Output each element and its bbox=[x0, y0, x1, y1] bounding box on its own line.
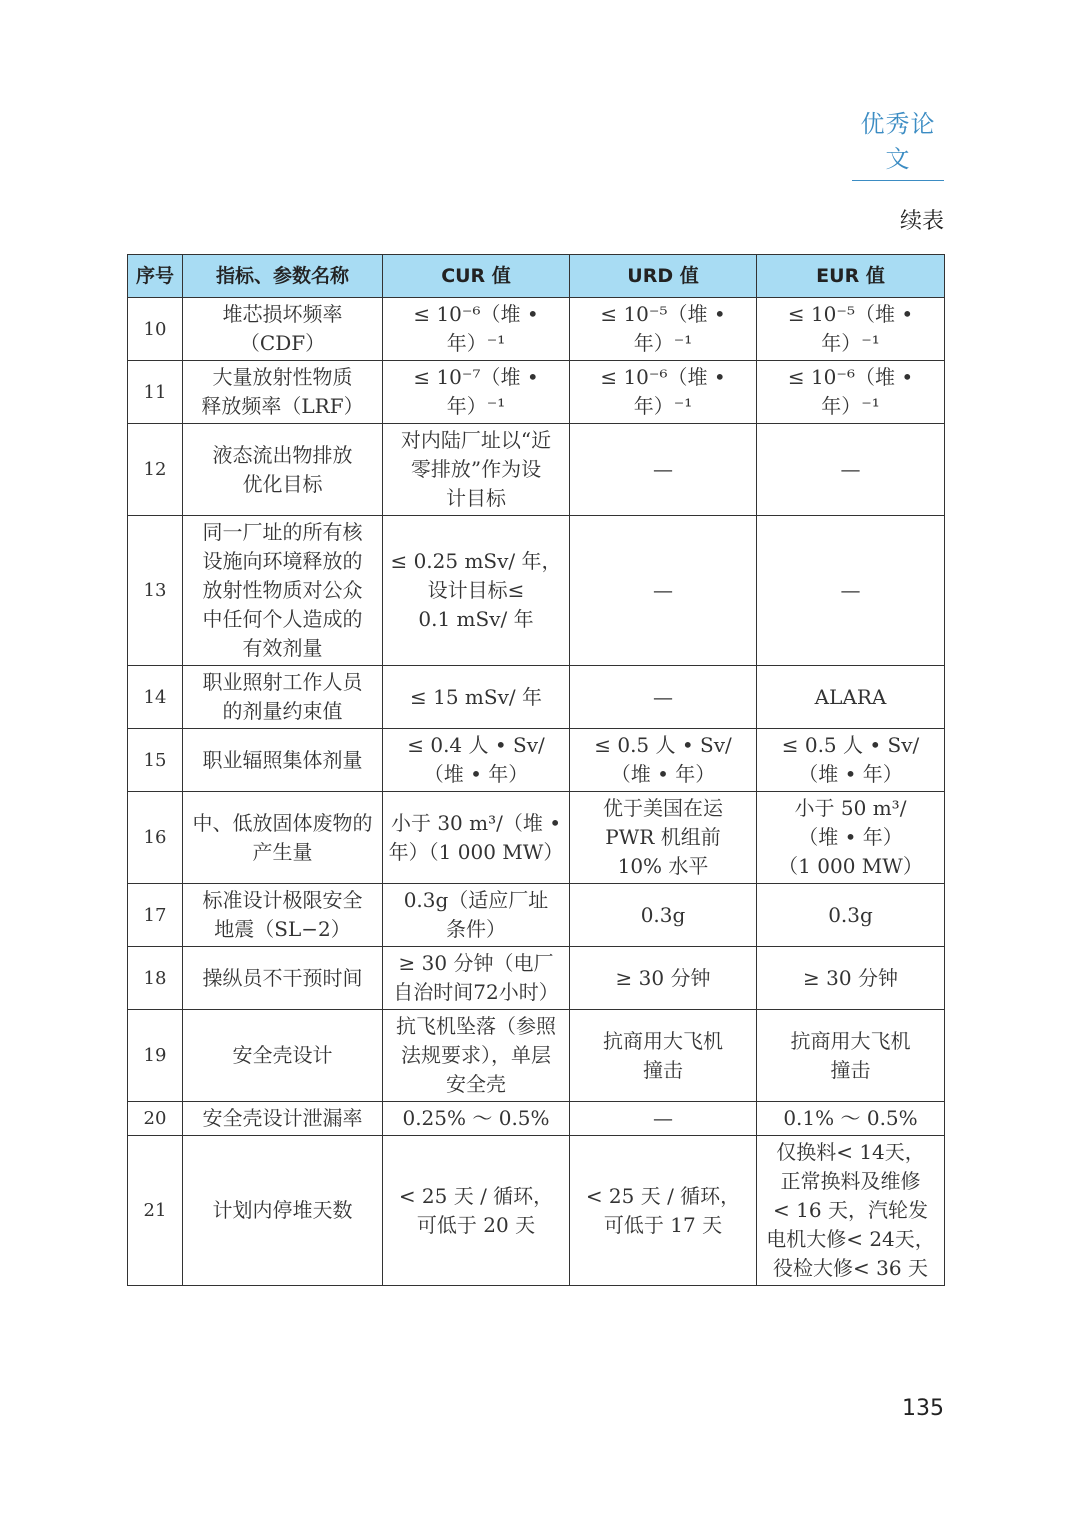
table-row bbox=[128, 792, 945, 884]
parameter-name: 计划内停堆天数 bbox=[183, 1136, 383, 1286]
table-caption: 续表 bbox=[899, 209, 944, 234]
urd-value: — bbox=[570, 666, 757, 729]
eur-value: ≤ 10⁻⁶（堆 • 年）⁻¹ bbox=[757, 361, 945, 424]
parameter-name: 职业照射工作人员 的剂量约束值 bbox=[183, 666, 383, 729]
urd-value: — bbox=[570, 516, 757, 666]
eur-value: — bbox=[757, 516, 945, 666]
cur-value: 0.3g（适应厂址 条件） bbox=[383, 884, 570, 947]
parameter-name: 大量放射性物质 释放频率（LRF） bbox=[183, 361, 383, 424]
eur-value: 抗商用大飞机 撞击 bbox=[757, 1010, 945, 1102]
cur-value: ≤ 10⁻⁶（堆 • 年）⁻¹ bbox=[383, 298, 570, 361]
cur-value: < 25 天 / 循环， 可低于 20 天 bbox=[383, 1136, 570, 1286]
eur-value: 小于 50 m³/ （堆 • 年） （1 000 MW） bbox=[757, 792, 945, 884]
cur-value: 0.25% ～ 0.5% bbox=[383, 1102, 570, 1136]
parameter-name: 操纵员不干预时间 bbox=[183, 947, 383, 1010]
parameter-name: 职业辐照集体剂量 bbox=[183, 729, 383, 792]
row-number: 15 bbox=[128, 729, 183, 792]
eur-value: ≥ 30 分钟 bbox=[757, 947, 945, 1010]
row-number: 11 bbox=[128, 361, 183, 424]
urd-value: 0.3g bbox=[570, 884, 757, 947]
row-number: 20 bbox=[128, 1102, 183, 1136]
table-row bbox=[128, 361, 945, 424]
table-row bbox=[128, 1010, 945, 1102]
urd-value: — bbox=[570, 424, 757, 516]
urd-value: ≤ 0.5 人 • Sv/ （堆 • 年） bbox=[570, 729, 757, 792]
eur-value: ≤ 10⁻⁵（堆 • 年）⁻¹ bbox=[757, 298, 945, 361]
cur-value: 小于 30 m³/（堆 • 年）（1 000 MW） bbox=[383, 792, 570, 884]
parameter-name: 同一厂址的所有核 设施向环境释放的 放射性物质对公众 中任何个人造成的 有效剂量 bbox=[183, 516, 383, 666]
column-header-no: 序号 bbox=[128, 255, 183, 298]
urd-value: 优于美国在运 PWR 机组前 10% 水平 bbox=[570, 792, 757, 884]
eur-value: 0.1% ～ 0.5% bbox=[757, 1102, 945, 1136]
row-number: 17 bbox=[128, 884, 183, 947]
cur-value: 对内陆厂址以“近 零排放”作为设 计目标 bbox=[383, 424, 570, 516]
table-row bbox=[128, 729, 945, 792]
column-header-urd: URD 值 bbox=[570, 255, 757, 298]
cur-value: 抗飞机坠落（参照 法规要求），单层 安全壳 bbox=[383, 1010, 570, 1102]
parameter-name: 中、低放固体废物的 产生量 bbox=[183, 792, 383, 884]
column-header-cur: CUR 值 bbox=[383, 255, 570, 298]
cur-value: ≤ 15 mSv/ 年 bbox=[383, 666, 570, 729]
column-header-eur: EUR 值 bbox=[757, 255, 945, 298]
urd-value: ≤ 10⁻⁵（堆 • 年）⁻¹ bbox=[570, 298, 757, 361]
comparison-table bbox=[127, 254, 945, 1286]
table-row bbox=[128, 1136, 945, 1286]
table-header-row bbox=[128, 255, 945, 298]
row-number: 14 bbox=[128, 666, 183, 729]
row-number: 16 bbox=[128, 792, 183, 884]
eur-value: ALARA bbox=[757, 666, 945, 729]
row-number: 10 bbox=[128, 298, 183, 361]
table-row bbox=[128, 516, 945, 666]
eur-value: — bbox=[757, 424, 945, 516]
row-number: 19 bbox=[128, 1010, 183, 1102]
table-row bbox=[128, 666, 945, 729]
parameter-name: 液态流出物排放 优化目标 bbox=[183, 424, 383, 516]
cur-value: ≤ 0.4 人 • Sv/ （堆 • 年） bbox=[383, 729, 570, 792]
column-header-name: 指标、参数名称 bbox=[183, 255, 383, 298]
table-row bbox=[128, 947, 945, 1010]
urd-value: < 25 天 / 循环， 可低于 17 天 bbox=[570, 1136, 757, 1286]
cur-value: ≤ 0.25 mSv/ 年， 设计目标≤ 0.1 mSv/ 年 bbox=[383, 516, 570, 666]
parameter-name: 堆芯损坏频率 （CDF） bbox=[183, 298, 383, 361]
eur-value: 0.3g bbox=[757, 884, 945, 947]
urd-value: — bbox=[570, 1102, 757, 1136]
parameter-name: 安全壳设计 bbox=[183, 1010, 383, 1102]
page-number: 135 bbox=[902, 1396, 944, 1421]
row-number: 21 bbox=[128, 1136, 183, 1286]
urd-value: ≤ 10⁻⁶（堆 • 年）⁻¹ bbox=[570, 361, 757, 424]
parameter-name: 安全壳设计泄漏率 bbox=[183, 1102, 383, 1136]
section-title: 优秀论文 bbox=[852, 104, 944, 181]
urd-value: 抗商用大飞机 撞击 bbox=[570, 1010, 757, 1102]
eur-value: ≤ 0.5 人 • Sv/ （堆 • 年） bbox=[757, 729, 945, 792]
cur-value: ≤ 10⁻⁷（堆 • 年）⁻¹ bbox=[383, 361, 570, 424]
row-number: 18 bbox=[128, 947, 183, 1010]
row-number: 12 bbox=[128, 424, 183, 516]
parameter-name: 标准设计极限安全 地震（SL−2） bbox=[183, 884, 383, 947]
table-row bbox=[128, 298, 945, 361]
row-number: 13 bbox=[128, 516, 183, 666]
table-row bbox=[128, 1102, 945, 1136]
cur-value: ≥ 30 分钟（电厂 自治时间72小时） bbox=[383, 947, 570, 1010]
table-row bbox=[128, 884, 945, 947]
table-row bbox=[128, 424, 945, 516]
urd-value: ≥ 30 分钟 bbox=[570, 947, 757, 1010]
eur-value: 仅换料< 14天， 正常换料及维修 < 16 天，汽轮发 电机大修< 24天， 役检大修< 36 天 bbox=[757, 1136, 945, 1286]
